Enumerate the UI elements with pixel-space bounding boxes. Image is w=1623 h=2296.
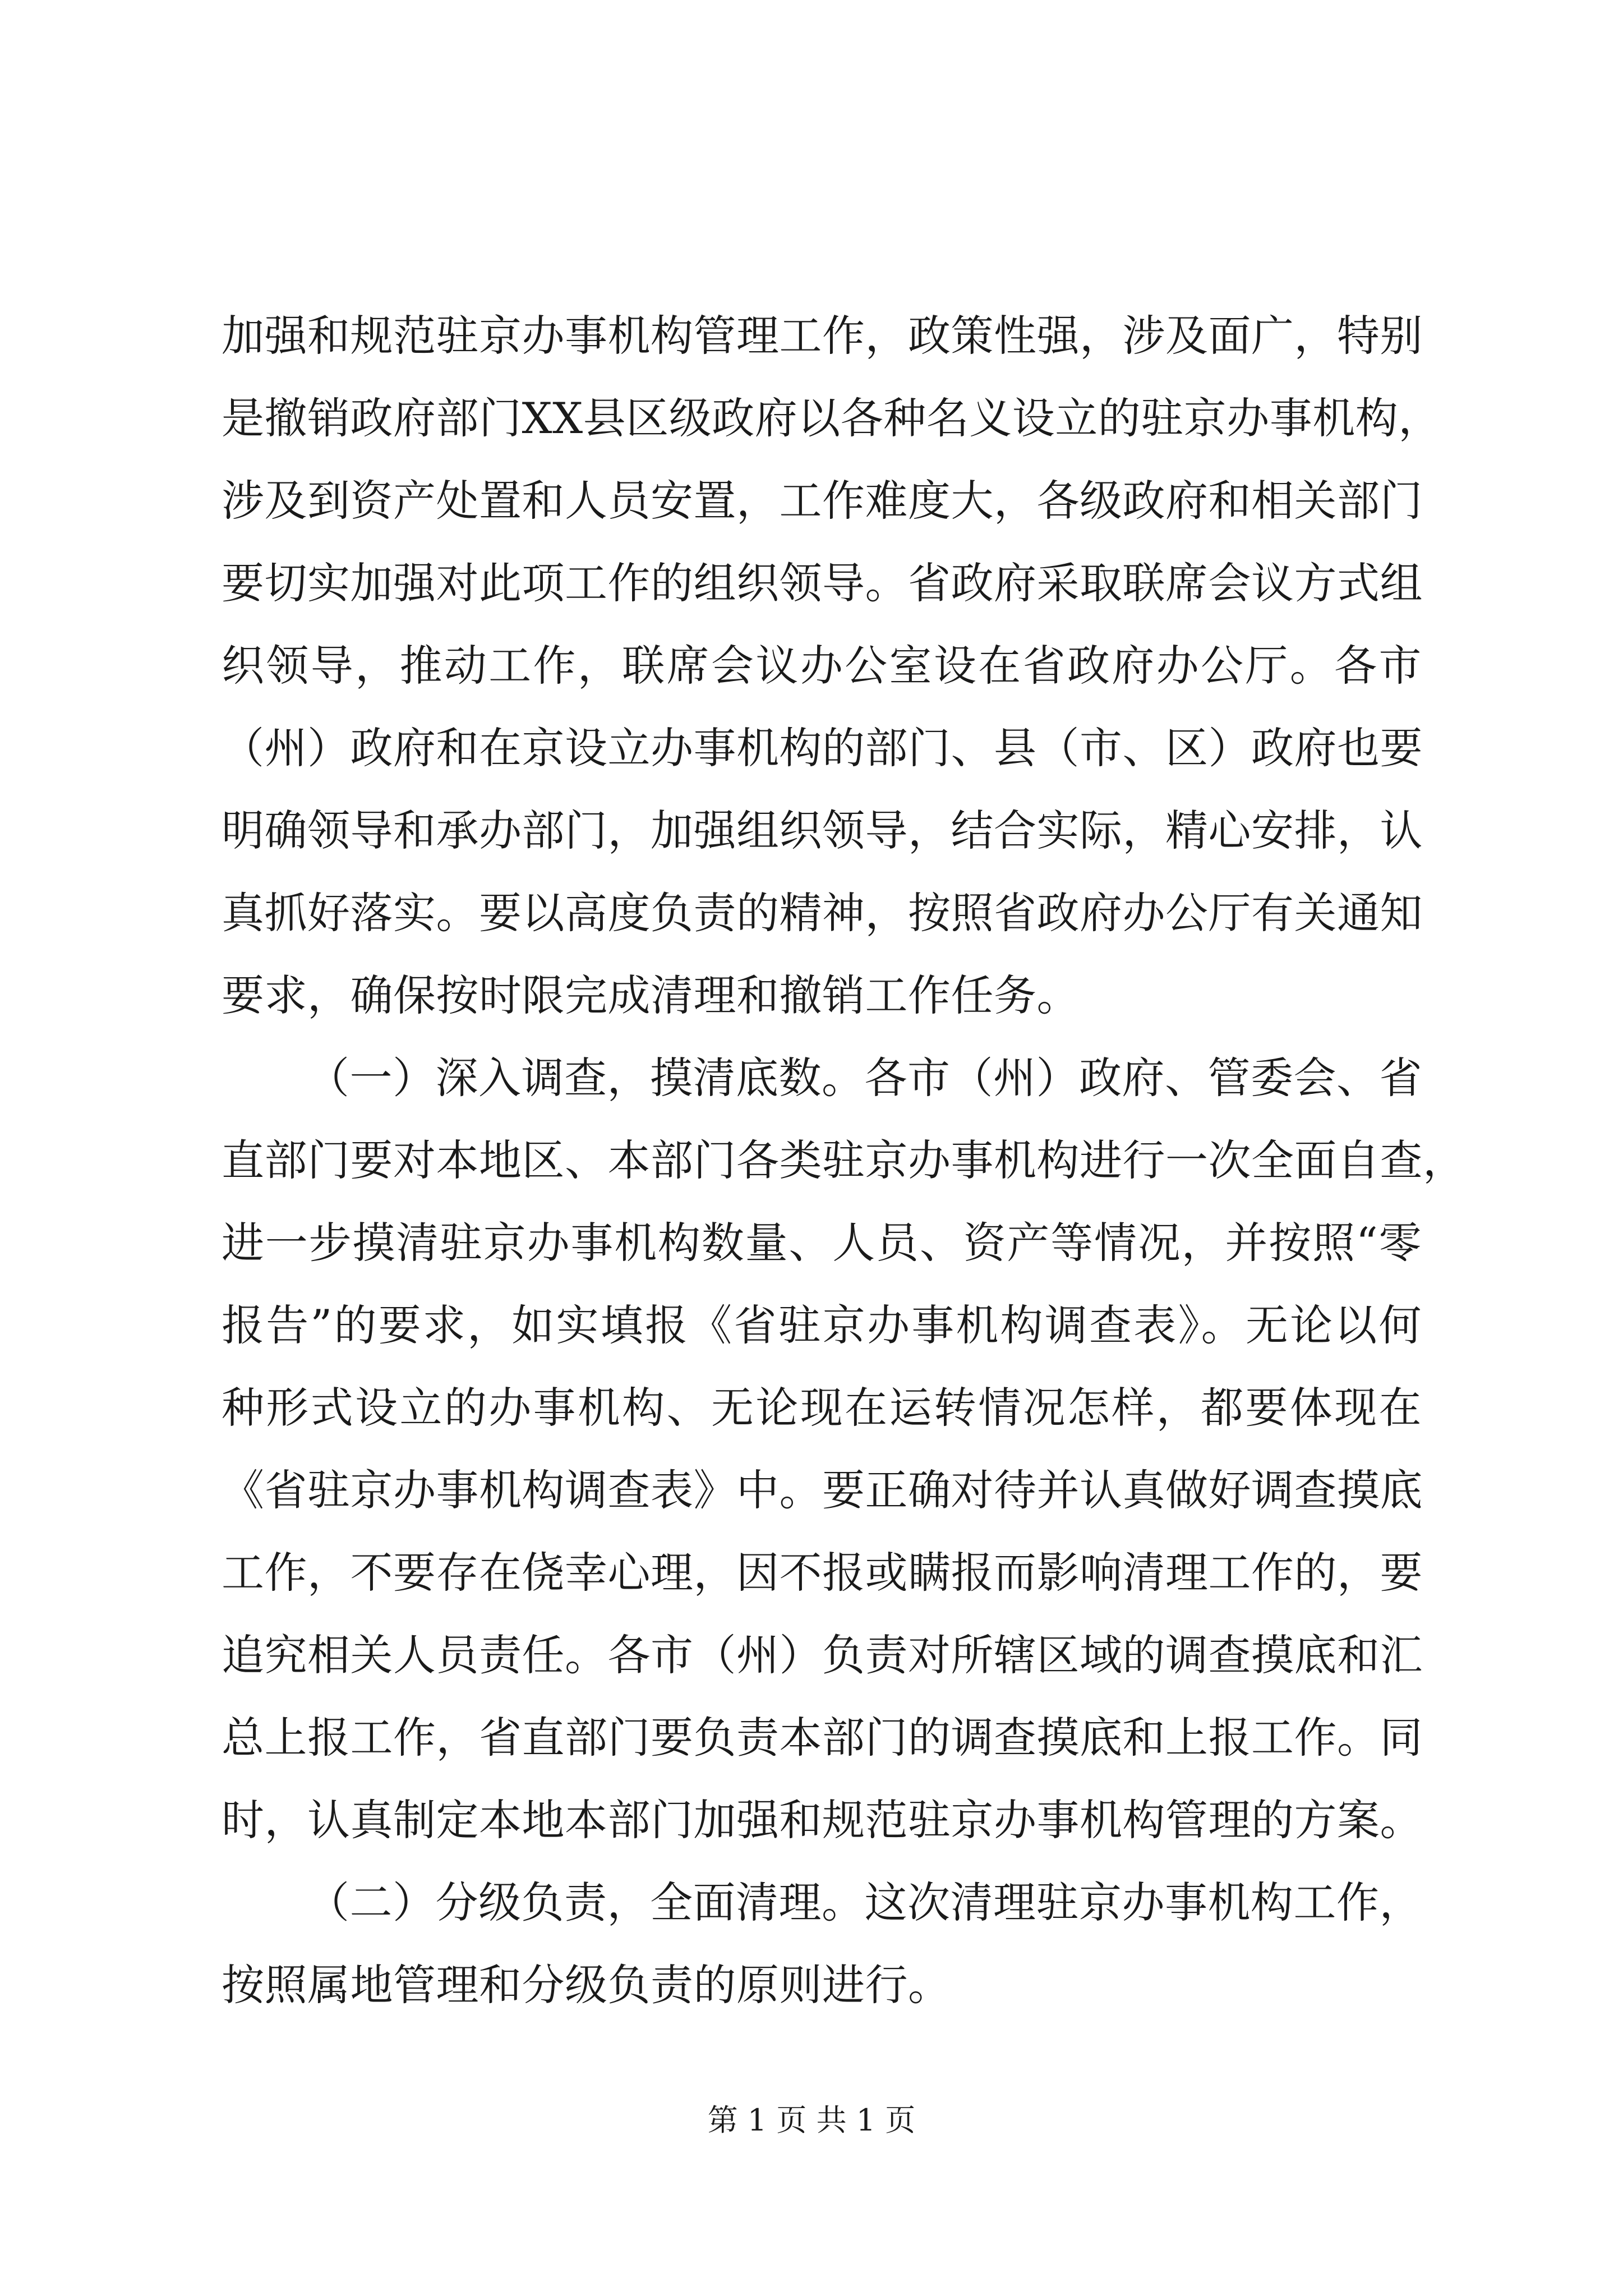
section-heading-line: （一）深入调查，摸清底数。各市（州）政府、管委会、省: [307, 1053, 1422, 1103]
text-line: 真抓好落实。要以高度负责的精神，按照省政府办公厅有关通知: [222, 888, 1423, 938]
text-line: 是撤销政府部门XX县区级政府以各种名义设立的驻京办事机构，: [222, 393, 1441, 443]
text-line: 种形式设立的办事机构、无论现在运转情况怎样，都要体现在: [222, 1383, 1422, 1433]
text-line: 按照属地管理和分级负责的原则进行。: [222, 1960, 951, 2010]
text-line: 加强和规范驻京办事机构管理工作，政策性强，涉及面广，特别: [222, 311, 1423, 361]
text-line: 总上报工作，省直部门要负责本部门的调查摸底和上报工作。同: [222, 1713, 1423, 1763]
text-line: 追究相关人员责任。各市（州）负责对所辖区域的调查摸底和汇: [222, 1630, 1423, 1680]
text-line: 直部门要对本地区、本部门各类驻京办事机构进行一次全面自查，: [222, 1135, 1466, 1185]
text-line: （州）政府和在京设立办事机构的部门、县（市、区）政府也要: [222, 723, 1423, 773]
text-line: 要求，确保按时限完成清理和撤销工作任务。: [222, 970, 1080, 1020]
page-number-footer: 第 1 页 共 1 页: [707, 2102, 916, 2138]
text-line: 织领导，推动工作，联席会议办公室设在省政府办公厅。各市: [222, 641, 1422, 691]
text-line: 进一步摸清驻京办事机构数量、人员、资产等情况，并按照“零: [222, 1218, 1422, 1268]
document-body: [222, 295, 1466, 2026]
text-line: 工作，不要存在侥幸心理，因不报或瞒报而影响清理工作的，要: [222, 1548, 1423, 1598]
text-line: 《省驻京办事机构调查表》中。要正确对待并认真做好调查摸底: [222, 1465, 1423, 1515]
text-line: 报告”的要求，如实填报《省驻京办事机构调查表》。无论以何: [222, 1300, 1422, 1350]
text-line: 涉及到资产处置和人员安置，工作难度大，各级政府和相关部门: [222, 476, 1423, 526]
text-line: 要切实加强对此项工作的组织领导。省政府采取联席会议方式组: [222, 558, 1423, 608]
section-heading-line: （二）分级负责，全面清理。这次清理驻京办事机构工作，: [307, 1878, 1422, 1927]
text-line: 时，认真制定本地本部门加强和规范驻京办事机构管理的方案。: [222, 1795, 1423, 1845]
text-line: 明确领导和承办部门，加强组织领导，结合实际，精心安排，认: [222, 806, 1423, 855]
